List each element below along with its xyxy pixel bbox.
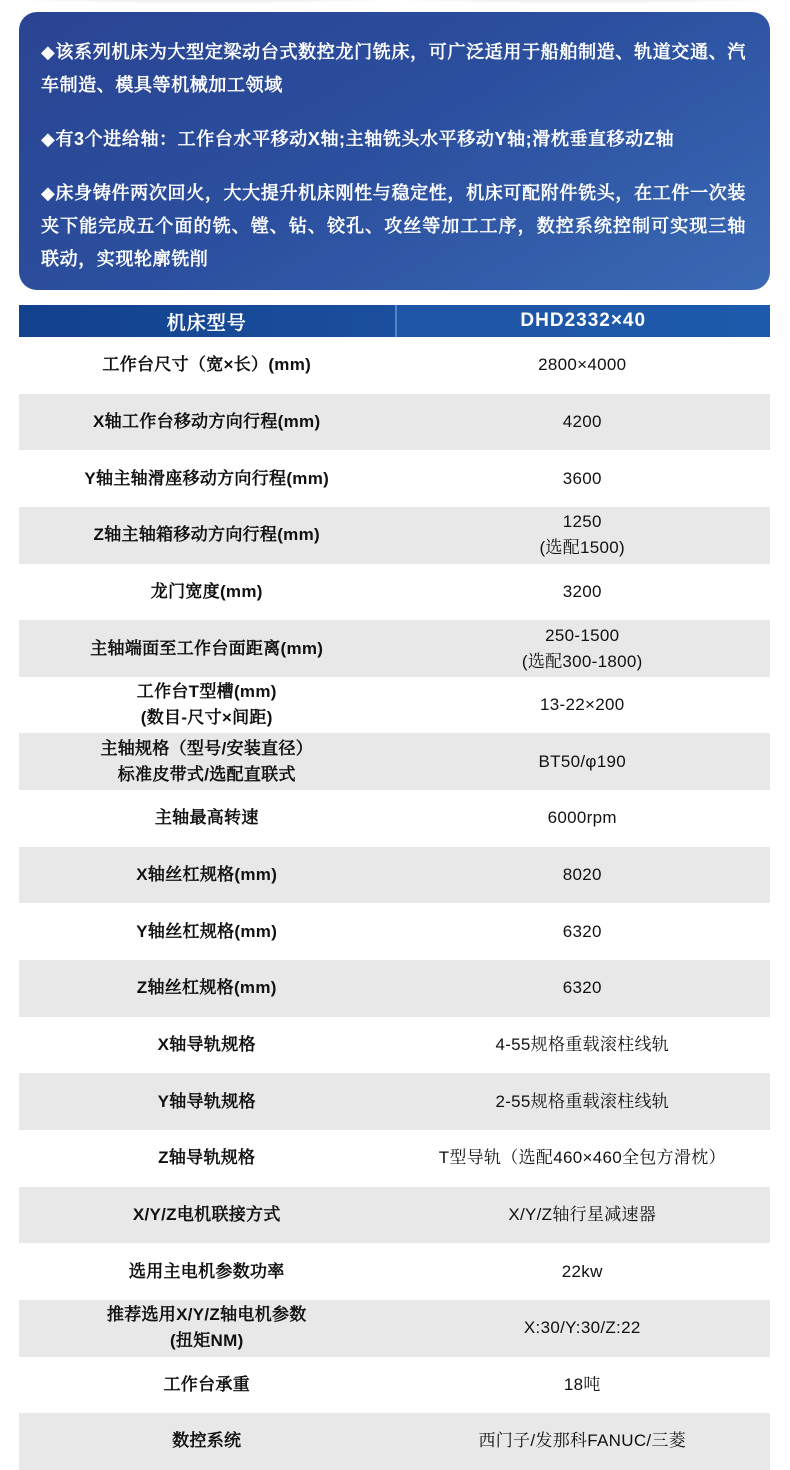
spec-value (395, 1300, 771, 1357)
spec-value (395, 394, 771, 451)
spec-text-line: 250-1500 (545, 625, 620, 645)
spec-text-line: 主轴端面至工作台面距离(mm) (90, 638, 324, 658)
spec-text-line: 2-55规格重载滚柱线轨 (495, 1091, 670, 1111)
spec-label (19, 1073, 395, 1130)
spec-value (395, 337, 771, 394)
spec-text-line: 3600 (562, 468, 602, 488)
spec-value (395, 1413, 771, 1470)
spec-text-line: Z轴主轴箱移动方向行程(mm) (93, 525, 320, 545)
spec-text-line: 6320 (562, 978, 602, 998)
table-row (19, 1357, 770, 1414)
spec-text-line: X/Y/Z轴行星减速器 (508, 1204, 657, 1224)
spec-text-line: 1250 (562, 512, 602, 532)
spec-text-line: X轴工作台移动方向行程(mm) (93, 411, 321, 431)
spec-text-line: X:30/Y:30/Z:22 (523, 1318, 641, 1338)
spec-text-line: (数目-尺寸×间距) (140, 708, 273, 728)
spec-text-line: T型导轨（选配460×460全包方滑枕） (438, 1148, 726, 1168)
spec-text-line: 8020 (562, 865, 602, 885)
spec-text-line: 18吨 (563, 1374, 601, 1394)
spec-text-line: 22kw (561, 1261, 603, 1281)
spec-text-line: X轴导轨规格 (157, 1035, 256, 1054)
table-row (19, 1413, 770, 1470)
table-row (19, 847, 770, 904)
spec-label (19, 564, 395, 621)
spec-text-line: Y轴主轴滑座移动方向行程(mm) (84, 468, 330, 488)
spec-table-body (19, 337, 770, 1470)
spec-value (395, 733, 771, 790)
spec-value (395, 847, 771, 904)
spec-value (395, 960, 771, 1017)
spec-text-line: 工作台尺寸（宽×长）(mm) (102, 355, 312, 375)
spec-text-line: (扭矩NM) (169, 1331, 244, 1351)
table-row (19, 790, 770, 847)
spec-text-line: 标准皮带式/选配直联式 (117, 764, 296, 784)
spec-text-line: 13-22×200 (540, 695, 625, 715)
table-row (19, 337, 770, 394)
spec-text-line: 主轴最高转速 (154, 808, 259, 828)
spec-text-line: 龙门宽度(mm) (150, 581, 263, 601)
spec-label (19, 620, 395, 677)
intro-bullet-3: ◆床身铸件两次回火，大大提升机床刚性与稳定性，机床可配附件铣头，在工件一次装夹下能完成五个面的铣、镗、钻、铰孔、攻丝等加工工序，数控系统控制可实现三轴联动，实现轮廓铣削 (41, 183, 746, 269)
spec-text-line: BT50/φ190 (538, 751, 626, 771)
spec-table (19, 305, 770, 1470)
spec-text-line: Z轴导轨规格 (158, 1148, 256, 1168)
spec-text-line: 工作台T型槽(mm) (136, 682, 277, 702)
spec-text-line: 选用主电机参数功率 (128, 1261, 285, 1281)
table-row (19, 394, 770, 451)
spec-text-line: 工作台承重 (163, 1374, 250, 1394)
spec-text-line: Y轴导轨规格 (157, 1091, 256, 1111)
table-row (19, 733, 770, 790)
spec-value (395, 1187, 771, 1244)
spec-label (19, 1243, 395, 1300)
spec-value (395, 1130, 771, 1187)
spec-text-line: 西门子/发那科FANUC/三菱 (478, 1431, 687, 1451)
spec-text-line: 主轴规格（型号/安装直径） (100, 738, 314, 758)
table-row (19, 1243, 770, 1300)
spec-value (395, 1243, 771, 1300)
spec-text-line: X/Y/Z电机联接方式 (132, 1204, 281, 1224)
spec-label (19, 1017, 395, 1074)
table-row (19, 1017, 770, 1074)
spec-label (19, 1187, 395, 1244)
spec-text-line: 数控系统 (172, 1431, 242, 1451)
spec-text-line: Z轴丝杠规格(mm) (136, 978, 277, 998)
spec-label (19, 1300, 395, 1357)
spec-table-header-row (19, 305, 770, 337)
spec-label (19, 903, 395, 960)
table-row (19, 450, 770, 507)
spec-label (19, 1130, 395, 1187)
table-row (19, 1130, 770, 1187)
spec-text-line: (选配300-1800) (521, 651, 643, 671)
table-row (19, 960, 770, 1017)
spec-value (395, 677, 771, 734)
spec-label (19, 1413, 395, 1470)
spec-text-line: 3200 (562, 581, 602, 601)
spec-value (395, 507, 771, 564)
spec-text-line: (选配1500) (539, 538, 626, 558)
spec-value (395, 1017, 771, 1074)
spec-text-line: Y轴丝杠规格(mm) (136, 921, 278, 941)
table-row (19, 620, 770, 677)
table-row (19, 677, 770, 734)
intro-bullet-1: ◆该系列机床为大型定梁动台式数控龙门铣床，可广泛适用于船舶制造、轨道交通、汽车制造、模具等机械加工领域 (41, 42, 746, 95)
spec-text-line: X轴丝杠规格(mm) (136, 865, 278, 885)
machine-model-header-value: DHD2332×40 (395, 305, 771, 337)
spec-label (19, 960, 395, 1017)
table-row (19, 564, 770, 621)
spec-label (19, 677, 395, 734)
spec-value (395, 564, 771, 621)
spec-label (19, 733, 395, 790)
table-row (19, 1300, 770, 1357)
intro-bullet-2: ◆有3个进给轴：工作台水平移动X轴;主轴铣头水平移动Y轴;滑枕垂直移动Z轴 (41, 129, 675, 149)
spec-text-line: 4-55规格重载滚柱线轨 (495, 1035, 670, 1054)
spec-label (19, 1357, 395, 1414)
spec-text-line: 4200 (562, 411, 602, 431)
spec-value (395, 450, 771, 507)
spec-value (395, 903, 771, 960)
spec-text-line: 6000rpm (547, 808, 617, 828)
spec-label (19, 507, 395, 564)
table-row (19, 507, 770, 564)
top-edge-shadow (0, 0, 790, 12)
intro-panel (19, 12, 770, 290)
machine-model-header-label: 机床型号 (19, 305, 395, 337)
spec-value (395, 620, 771, 677)
spec-label (19, 337, 395, 394)
spec-value (395, 1357, 771, 1414)
spec-label (19, 790, 395, 847)
spec-text-line: 推荐选用X/Y/Z轴电机参数 (106, 1305, 307, 1325)
table-row (19, 1187, 770, 1244)
spec-label (19, 450, 395, 507)
spec-label (19, 394, 395, 451)
spec-label (19, 847, 395, 904)
table-row (19, 903, 770, 960)
spec-value (395, 1073, 771, 1130)
table-row (19, 1073, 770, 1130)
spec-text-line: 6320 (562, 921, 602, 941)
spec-text-line: 2800×4000 (538, 355, 627, 375)
spec-value (395, 790, 771, 847)
